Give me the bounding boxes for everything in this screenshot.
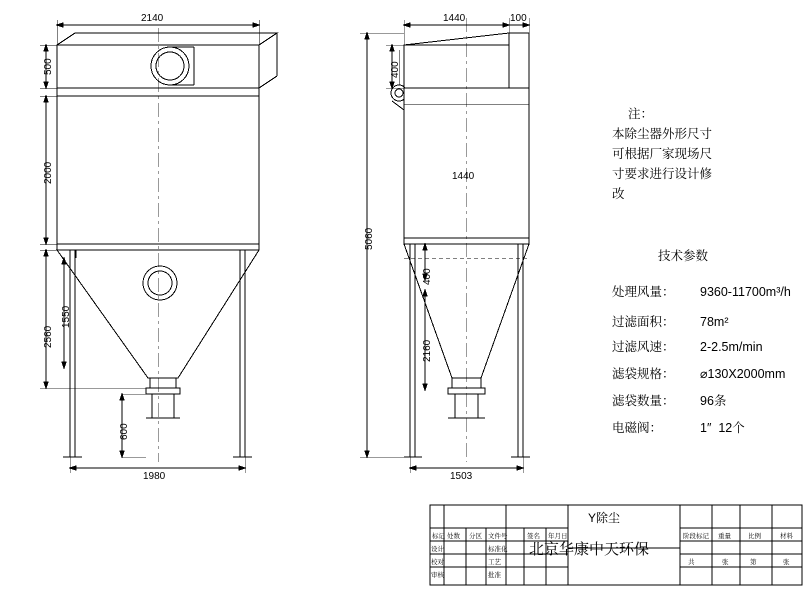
specs-heading: 技术参数 <box>658 249 709 263</box>
spec-label-bag-size: 滤袋规格： <box>612 367 675 381</box>
lt-h-3: 文件号 <box>488 533 508 540</box>
notes-line-4: 改 <box>612 187 625 201</box>
spec-label-solenoid-valve: 电磁阀： <box>612 421 663 435</box>
titleblock-company: 北京华康中天环保 <box>529 541 650 558</box>
spec-value-solenoid-valve: 1″ 12个 <box>700 421 745 435</box>
dim-side-base-width: 1503 <box>450 471 473 482</box>
dim-front-base-width: 1980 <box>143 471 166 482</box>
rt-r2-c1: 张 <box>722 559 729 566</box>
notes-label: 注： <box>628 107 654 121</box>
rt-h-1: 重量 <box>718 533 731 540</box>
lt-r2-c0: 审核 <box>431 572 444 579</box>
spec-value-air-volume: 9360-11700m³/h <box>700 285 791 299</box>
lt-r1-c3: 工艺 <box>488 559 501 566</box>
lt-h-4: 签名 <box>527 533 540 540</box>
dim-front-leg-height: 600 <box>119 423 130 440</box>
rt-r2-c0: 共 <box>688 559 695 566</box>
dim-front-hopper-inner: 1550 <box>61 305 72 328</box>
dim-side-body-width: 1440 <box>452 171 475 182</box>
spec-value-filter-speed: 2-2.5m/min <box>700 340 763 354</box>
lt-h-1: 处数 <box>447 533 460 540</box>
rt-r2-c3: 张 <box>783 559 790 566</box>
lt-r0-c3: 标准化 <box>488 546 508 553</box>
dim-side-inlet-height: 400 <box>390 61 401 78</box>
dim-side-hopper-top: 400 <box>422 268 433 285</box>
dim-side-flange: 100 <box>510 13 527 24</box>
lt-h-5: 年月日 <box>548 533 568 540</box>
lt-r2-c3: 批准 <box>488 572 501 579</box>
spec-value-bag-size: ⌀130X2000mm <box>700 367 786 381</box>
spec-label-bag-count: 滤袋数量： <box>612 394 675 408</box>
spec-label-filter-area: 过滤面积： <box>612 315 675 329</box>
rt-h-3: 材料 <box>780 533 793 540</box>
spec-value-filter-area: 78m² <box>700 315 729 329</box>
notes-line-3: 寸要求进行设计修 <box>612 167 713 181</box>
notes-line-2: 可根据厂家现场尺 <box>612 147 713 161</box>
lt-h-2: 分区 <box>469 533 482 540</box>
lt-r1-c0: 校对 <box>431 559 444 566</box>
titleblock-main-title: Y除尘 <box>588 511 621 525</box>
dim-front-top-box-height: 500 <box>43 58 54 75</box>
lt-r0-c0: 设计 <box>431 546 444 553</box>
dim-side-total-height: 5060 <box>364 227 375 250</box>
rt-r2-c2: 第 <box>750 559 757 566</box>
dim-front-hopper-height: 2560 <box>43 325 54 348</box>
rt-h-2: 比例 <box>748 533 761 540</box>
lt-h-0: 标记 <box>432 533 445 540</box>
spec-label-air-volume: 处理风量： <box>612 285 675 299</box>
dim-front-body-height: 2000 <box>43 161 54 184</box>
spec-label-filter-speed: 过滤风速： <box>612 340 675 354</box>
dim-front-top-width: 2140 <box>141 13 164 24</box>
dim-side-top-width: 1440 <box>443 13 466 24</box>
spec-value-bag-count: 96条 <box>700 394 727 408</box>
rt-h-0: 阶段标记 <box>683 533 709 540</box>
notes-line-1: 本除尘器外形尺寸 <box>612 127 713 141</box>
dim-side-hopper-height: 2160 <box>422 339 433 362</box>
